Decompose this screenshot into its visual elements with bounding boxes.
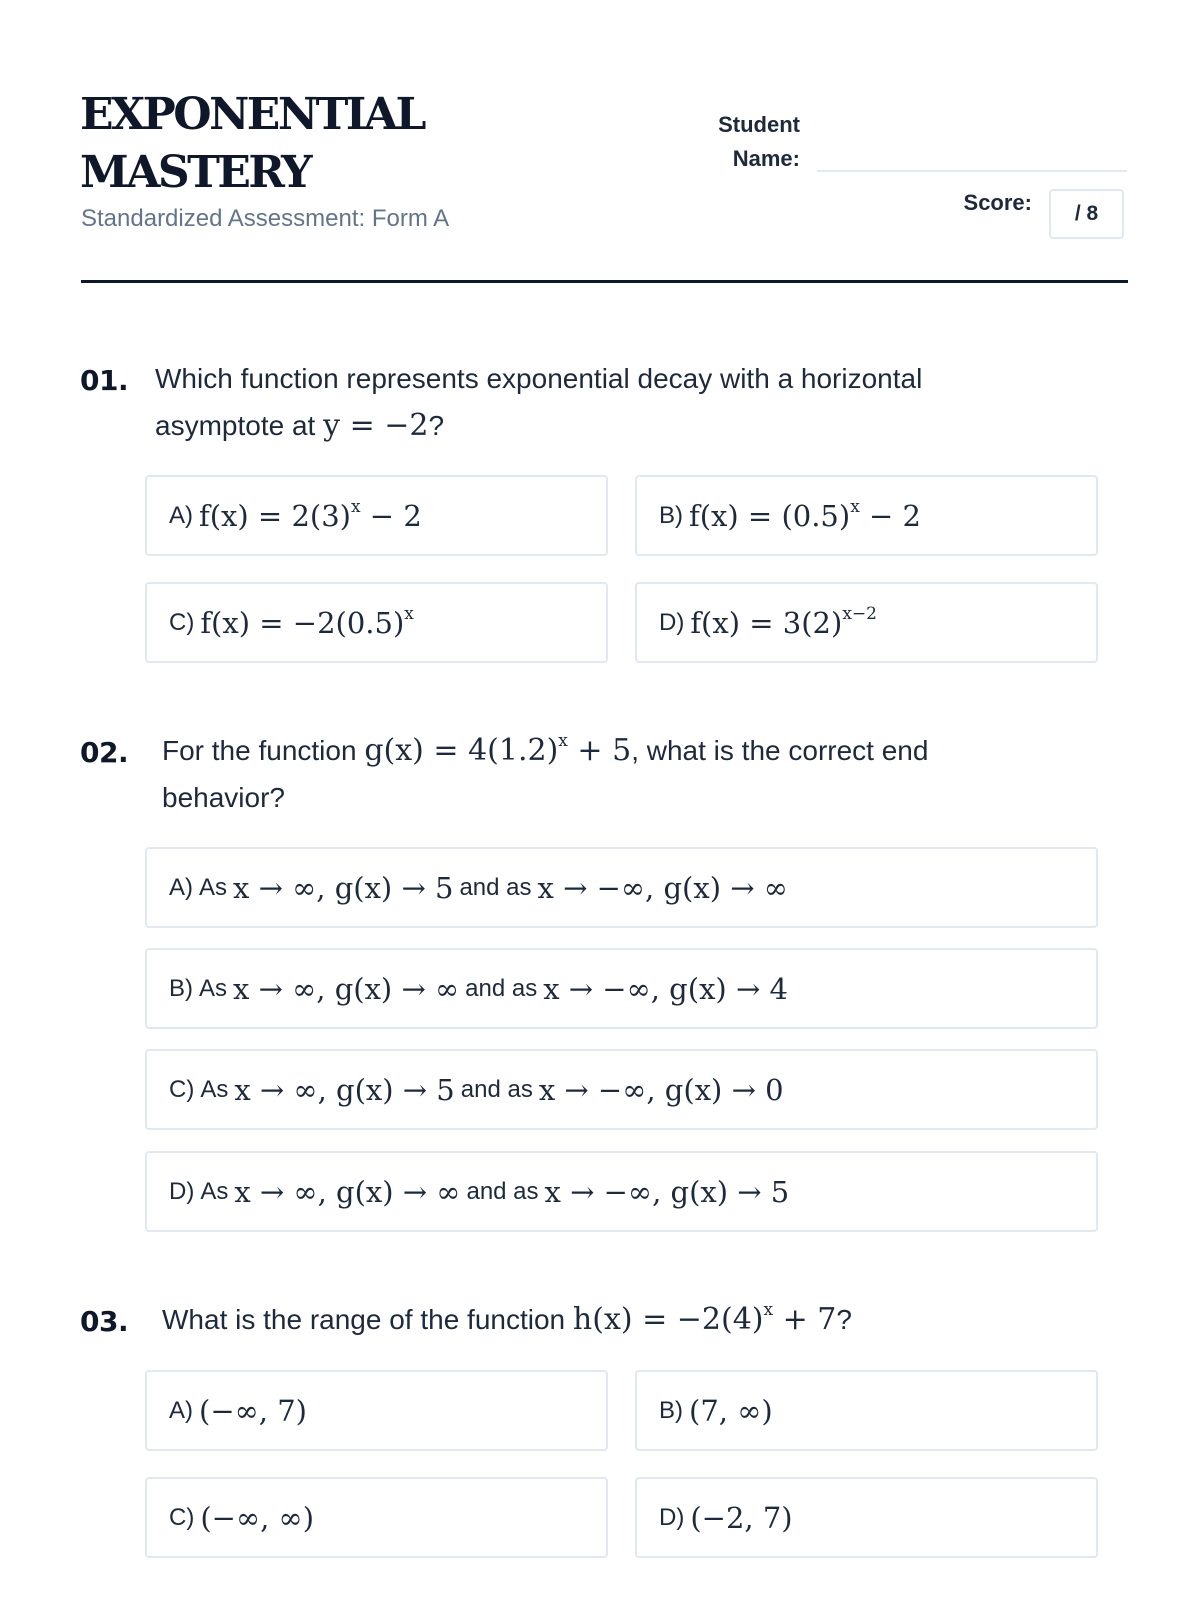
option-label: A) bbox=[169, 873, 193, 901]
option-label: D) bbox=[659, 608, 685, 636]
title-line-1: EXPONENTIAL bbox=[80, 89, 424, 140]
title-line-2: MASTERY bbox=[80, 147, 311, 198]
option-label: C) bbox=[169, 608, 195, 636]
option-label: B) bbox=[659, 1396, 683, 1424]
student-label-line-2: Name: bbox=[732, 146, 800, 171]
option-math-base: f(x) = 3(2) bbox=[690, 605, 843, 640]
student-name-label bbox=[680, 108, 800, 176]
answer-option[interactable] bbox=[145, 948, 1098, 1029]
option-math: x → ∞, g(x) → ∞ bbox=[234, 1174, 461, 1209]
answer-option[interactable] bbox=[145, 1151, 1098, 1232]
answer-option[interactable] bbox=[635, 1370, 1098, 1451]
option-math: x → ∞, g(x) → 5 bbox=[234, 1072, 455, 1107]
option-word: and as bbox=[466, 1177, 539, 1205]
question-text-part: , what is the correct end bbox=[631, 735, 929, 766]
question-number: 02. bbox=[80, 736, 129, 769]
question-text-part: ? bbox=[836, 1304, 852, 1335]
score-box[interactable] bbox=[1049, 189, 1124, 239]
question-text-part: Which function represents exponential decay with a horizontal bbox=[155, 363, 923, 394]
student-name-field[interactable] bbox=[817, 170, 1127, 172]
question-math bbox=[573, 1302, 836, 1337]
option-math-tail: − 2 bbox=[360, 498, 422, 533]
answer-option[interactable] bbox=[145, 1049, 1098, 1130]
option-label: A) bbox=[169, 501, 193, 529]
option-math: x → −∞, g(x) → 0 bbox=[538, 1072, 784, 1107]
question-math: y = −2 bbox=[323, 408, 429, 443]
question-text bbox=[162, 727, 1112, 821]
option-word: As bbox=[200, 1177, 229, 1205]
answer-option[interactable] bbox=[145, 1370, 608, 1451]
question-text-part: What is the range of the function bbox=[162, 1304, 573, 1335]
question-number: 03. bbox=[80, 1305, 129, 1338]
option-math: x → ∞, g(x) → ∞ bbox=[233, 971, 460, 1006]
score-label: Score: bbox=[963, 190, 1032, 215]
option-math: x → ∞, g(x) → 5 bbox=[233, 870, 454, 905]
header-divider bbox=[81, 280, 1128, 283]
question-number: 01. bbox=[80, 364, 129, 397]
page-subtitle: Standardized Assessment: Form A bbox=[81, 205, 450, 232]
option-math bbox=[690, 603, 877, 640]
option-math-exponent: x bbox=[850, 496, 860, 517]
option-math: (7, ∞) bbox=[689, 1393, 773, 1428]
question-math bbox=[364, 733, 631, 768]
option-math: x → −∞, g(x) → ∞ bbox=[537, 870, 788, 905]
question-text-part: ? bbox=[428, 410, 445, 441]
option-math: x → −∞, g(x) → 5 bbox=[544, 1174, 790, 1209]
option-math: (−∞, 7) bbox=[199, 1393, 307, 1428]
question-text-part: asymptote at bbox=[155, 410, 324, 441]
answer-option[interactable] bbox=[635, 475, 1098, 556]
option-math bbox=[200, 603, 414, 640]
option-math-exponent: x bbox=[404, 603, 414, 624]
option-math-base: f(x) = (0.5) bbox=[689, 498, 851, 533]
question-math-tail: + 5 bbox=[567, 733, 632, 768]
option-math: (−2, 7) bbox=[690, 1500, 793, 1535]
option-math-base: f(x) = 2(3) bbox=[199, 498, 351, 533]
option-label: A) bbox=[169, 1396, 193, 1424]
question-math-exponent: x bbox=[763, 1300, 774, 1320]
option-math-base: f(x) = −2(0.5) bbox=[200, 605, 405, 640]
question-text-part: For the function bbox=[162, 735, 365, 766]
option-label: B) bbox=[169, 974, 193, 1002]
option-label: C) bbox=[169, 1075, 195, 1103]
option-math: (−∞, ∞) bbox=[200, 1500, 315, 1535]
answer-option[interactable] bbox=[145, 582, 608, 663]
option-word: As bbox=[200, 1075, 229, 1103]
option-word: As bbox=[199, 974, 228, 1002]
option-label: C) bbox=[169, 1503, 195, 1531]
answer-option[interactable] bbox=[145, 1477, 608, 1558]
option-label: D) bbox=[169, 1177, 195, 1205]
option-math bbox=[199, 496, 422, 533]
option-word: and as bbox=[460, 1075, 533, 1103]
option-label: D) bbox=[659, 1503, 685, 1531]
option-word: and as bbox=[459, 873, 532, 901]
question-math-base: h(x) = −2(4) bbox=[572, 1302, 764, 1337]
question-text-part: behavior? bbox=[162, 782, 285, 813]
answer-option[interactable] bbox=[635, 582, 1098, 663]
option-math-tail: − 2 bbox=[859, 498, 921, 533]
question-math-base: g(x) = 4(1.2) bbox=[364, 733, 559, 768]
answer-option[interactable] bbox=[145, 475, 608, 556]
option-word: and as bbox=[465, 974, 538, 1002]
option-math: x → −∞, g(x) → 4 bbox=[543, 971, 788, 1006]
student-label-line-1: Student bbox=[718, 112, 800, 137]
option-label: B) bbox=[659, 501, 683, 529]
question-text bbox=[155, 355, 1115, 449]
question-math-tail: + 7 bbox=[773, 1302, 837, 1337]
option-math-exponent: x bbox=[350, 496, 361, 517]
answer-option[interactable] bbox=[145, 847, 1098, 928]
question-math-exponent: x bbox=[558, 731, 568, 751]
question-text bbox=[162, 1296, 1112, 1343]
option-word: As bbox=[199, 873, 228, 901]
answer-option[interactable] bbox=[635, 1477, 1098, 1558]
score-value: / 8 bbox=[1074, 202, 1099, 225]
option-math bbox=[689, 496, 921, 533]
option-math-exponent: x−2 bbox=[842, 603, 877, 624]
page-title bbox=[80, 86, 500, 202]
